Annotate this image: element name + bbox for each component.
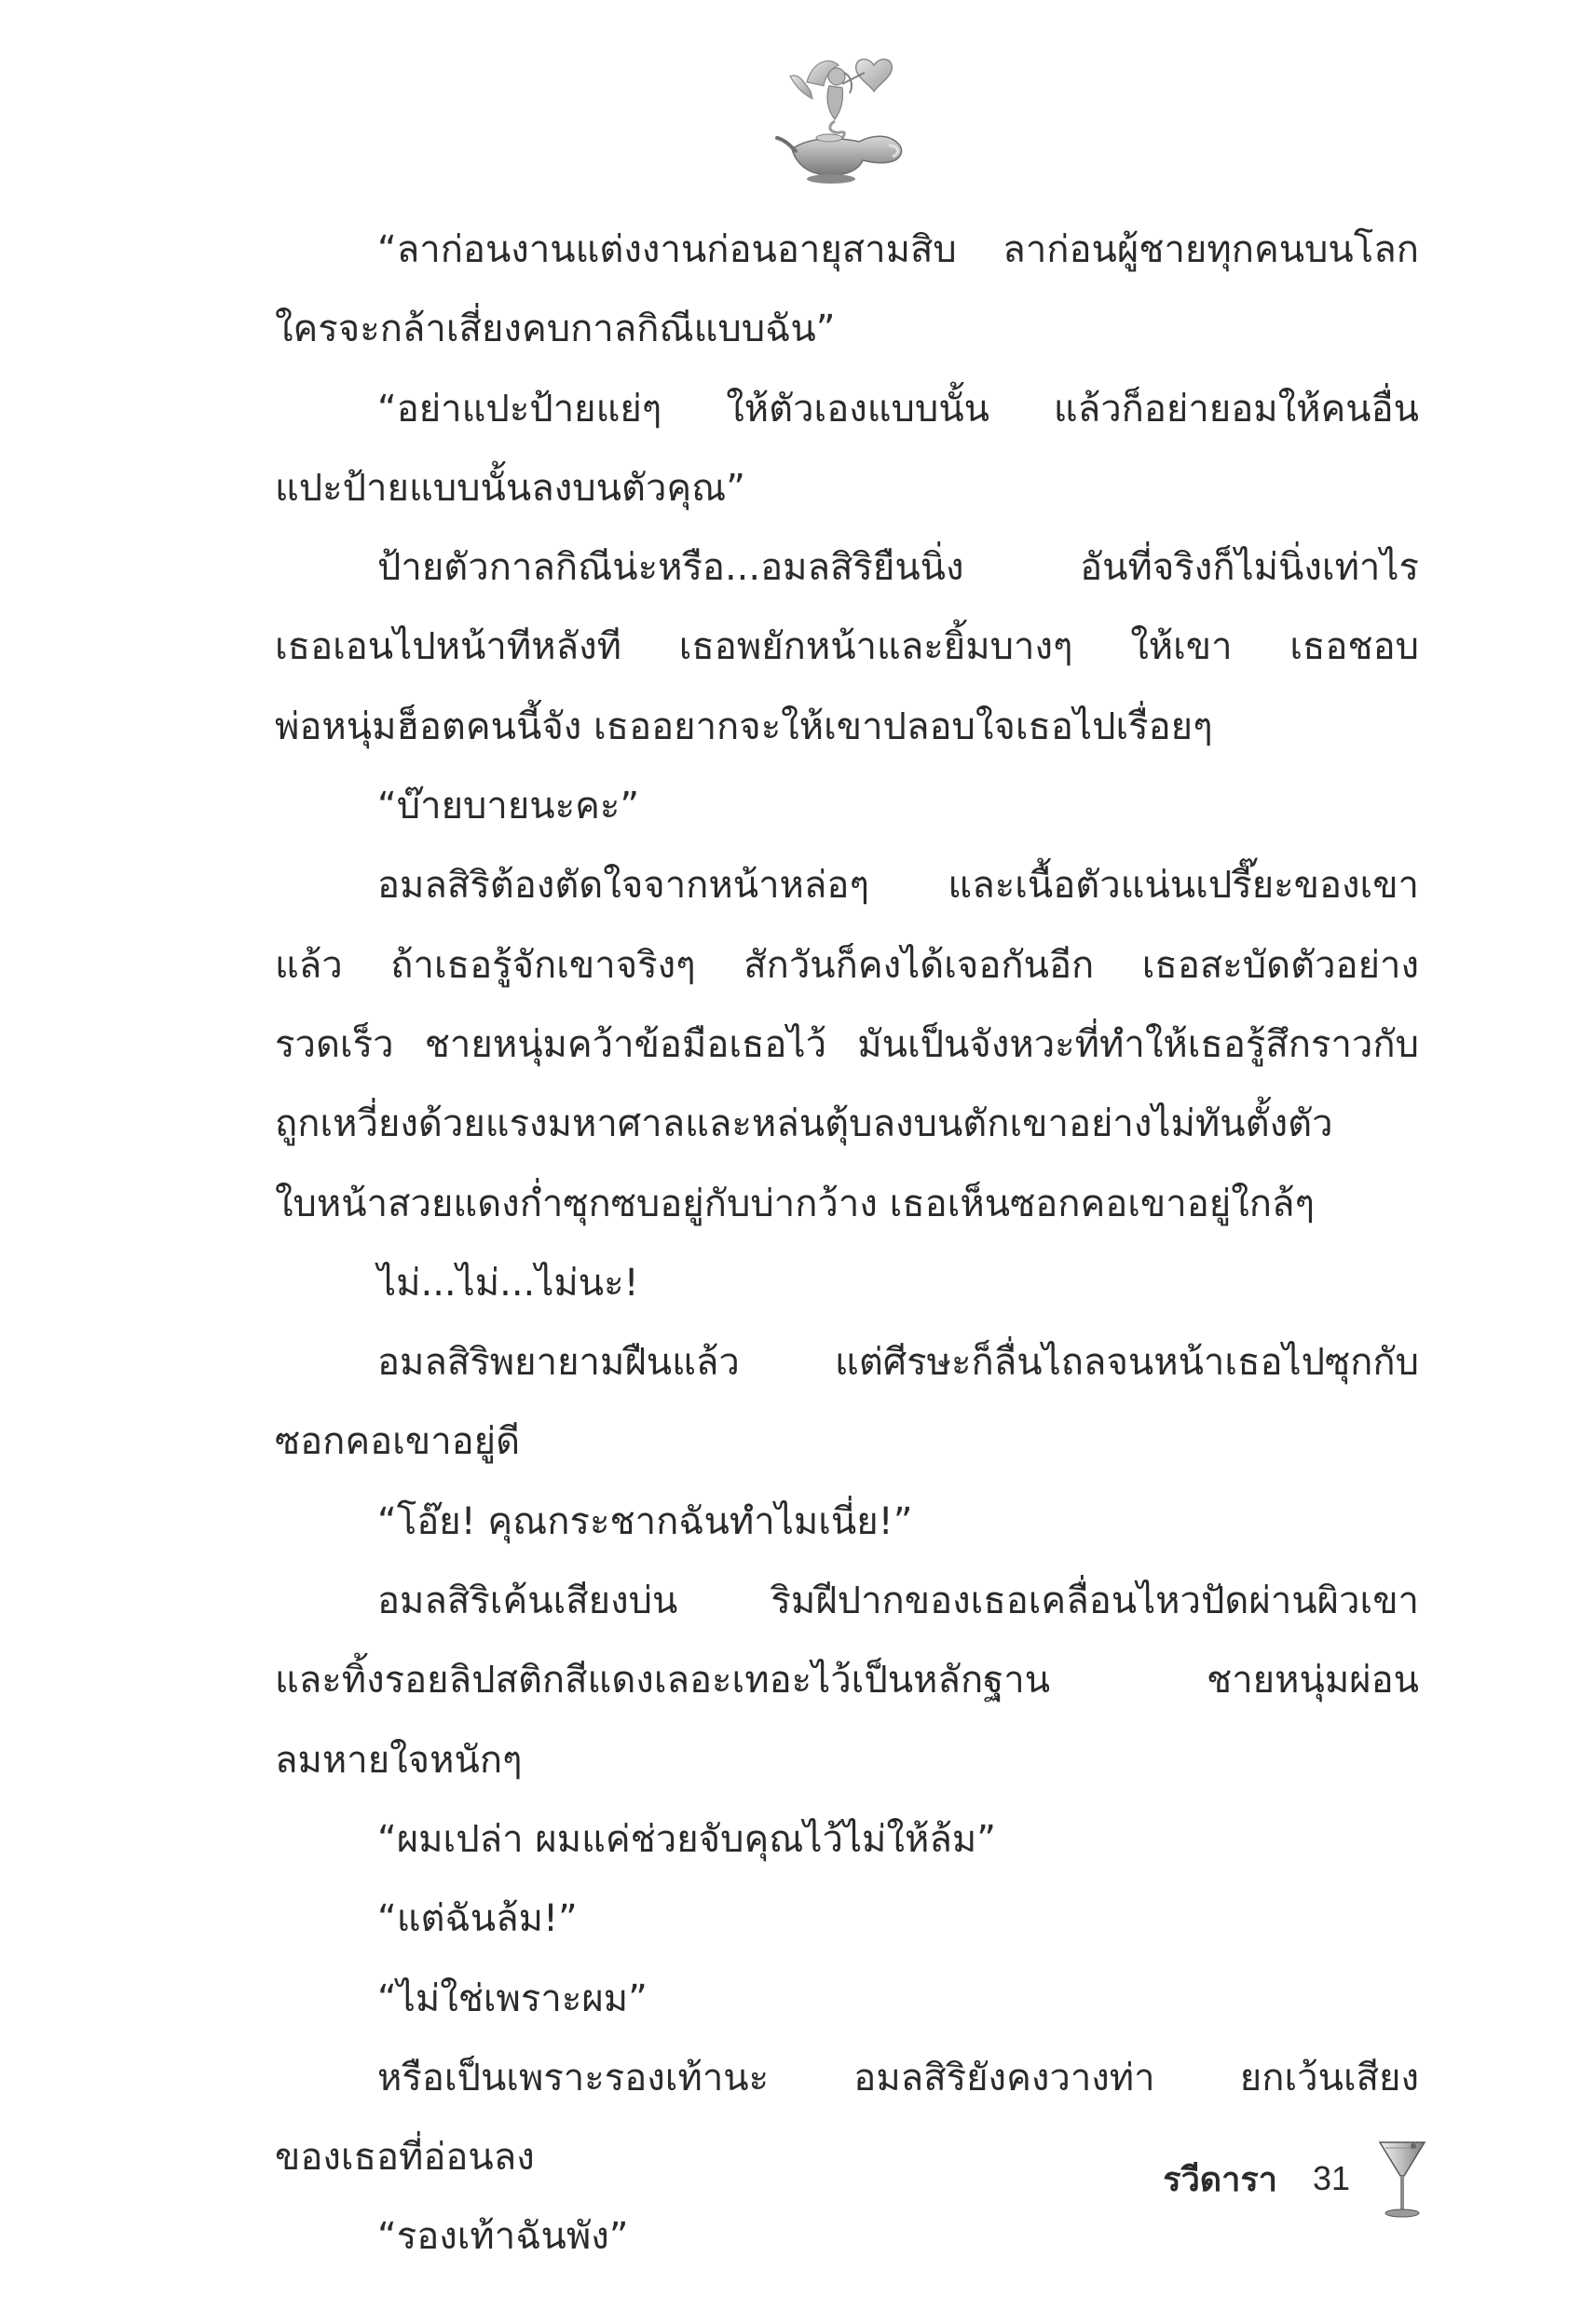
text-line: อมลสิริต้องตัดใจจากหน้าหล่อๆ และเนื้อตัวแน่นเปรี๊ยะของเขา [377, 864, 1419, 908]
text-line: ไม่...ไม่...ไม่นะ! [377, 1261, 639, 1305]
text-line: “แต่ฉันล้ม!” [377, 1897, 578, 1941]
text-line: อมลสิริเค้นเสียงบ่น ริมฝีปากของเธอเคลื่อนไหวปัดผ่านผิวเขา [377, 1579, 1419, 1623]
text-line: พ่อหนุ่มฮ็อตคนนี้จัง เธออยากจะให้เขาปลอบใจเธอไปเรื่อยๆ [275, 704, 1213, 748]
text-line: ถูกเหวี่ยงด้วยแรงมหาศาลและหล่นตุ้บลงบนตักเขาอย่างไม่ทันตั้งตัว [275, 1102, 1333, 1146]
text-line: ใครจะกล้าเสี่ยงคบกาลกิณีแบบฉัน” [275, 308, 836, 351]
lamp-cupid-ornament-icon [770, 45, 919, 185]
text-line: ใบหน้าสวยแดงก่ำซุกซบอยู่กับบ่ากว้าง เธอเห็นซอกคอเขาอยู่ใกล้ๆ [275, 1182, 1315, 1225]
text-line: ของเธอที่อ่อนลง [275, 2136, 535, 2180]
text-line: “โอ๊ย! คุณกระชากฉันทำไมเนี่ย!” [377, 1499, 913, 1543]
text-line: เธอเอนไปหน้าทีหลังที เธอพยักหน้าและยิ้มบางๆ ให้เขา เธอชอบ [275, 625, 1419, 669]
page-number: 31 [1312, 2159, 1350, 2197]
text-line: หรือเป็นเพราะรองเท้านะ อมลสิริยังคงวางท่า ยกเว้นเสียง [377, 2056, 1419, 2099]
text-line: “ลาก่อนงานแต่งงานก่อนอายุสามสิบ ลาก่อนผู้ชายทุกคนบนโลก [377, 228, 1419, 271]
text-line: “อย่าแปะป้ายแย่ๆ ให้ตัวเองแบบนั้น แล้วก็อย่ายอมให้คนอื่น [377, 387, 1419, 431]
text-line: แปะป้ายแบบนั้นลงบนตัวคุณ” [275, 466, 745, 510]
text-line: รวดเร็ว ชายหนุ่มคว้าข้อมือเธอไว้ มันเป็นจังหวะที่ทำให้เธอรู้สึกราวกับ [275, 1022, 1419, 1066]
text-line: ซอกคอเขาอยู่ดี [275, 1420, 521, 1464]
text-line: “บ๊ายบายนะคะ” [377, 785, 640, 828]
page-footer [1163, 2141, 1428, 2216]
body-text [275, 211, 1419, 2277]
text-line: ป้ายตัวกาลกิณีน่ะหรือ...อมลสิริยืนนิ่ง อันที่จริงก็ไม่นิ่งเท่าไร [377, 546, 1419, 590]
text-line: และทิ้งรอยลิปสติกสีแดงเลอะเทอะไว้เป็นหลักฐาน ชายหนุ่มผ่อน [275, 1659, 1419, 1702]
text-line: แล้ว ถ้าเธอรู้จักเขาจริงๆ สักวันก็คงได้เจอกันอีก เธอสะบัดตัวอย่าง [275, 943, 1419, 987]
text-line: ลมหายใจหนักๆ [275, 1738, 523, 1782]
martini-glass-icon [1376, 2137, 1428, 2221]
text-line: “ไม่ใช่เพราะผม” [377, 1976, 648, 2020]
text-line: “ผมเปล่า ผมแค่ช่วยจับคุณไว้ไม่ให้ล้ม” [377, 1817, 996, 1861]
book-title: รวีดารา [1163, 2160, 1277, 2199]
text-line: “รองเท้าฉันพัง” [377, 2215, 629, 2259]
text-line: อมลสิริพยายามฝืนแล้ว แต่ศีรษะก็ลื่นไถลจนหน้าเธอไปซุกกับ [377, 1341, 1419, 1385]
